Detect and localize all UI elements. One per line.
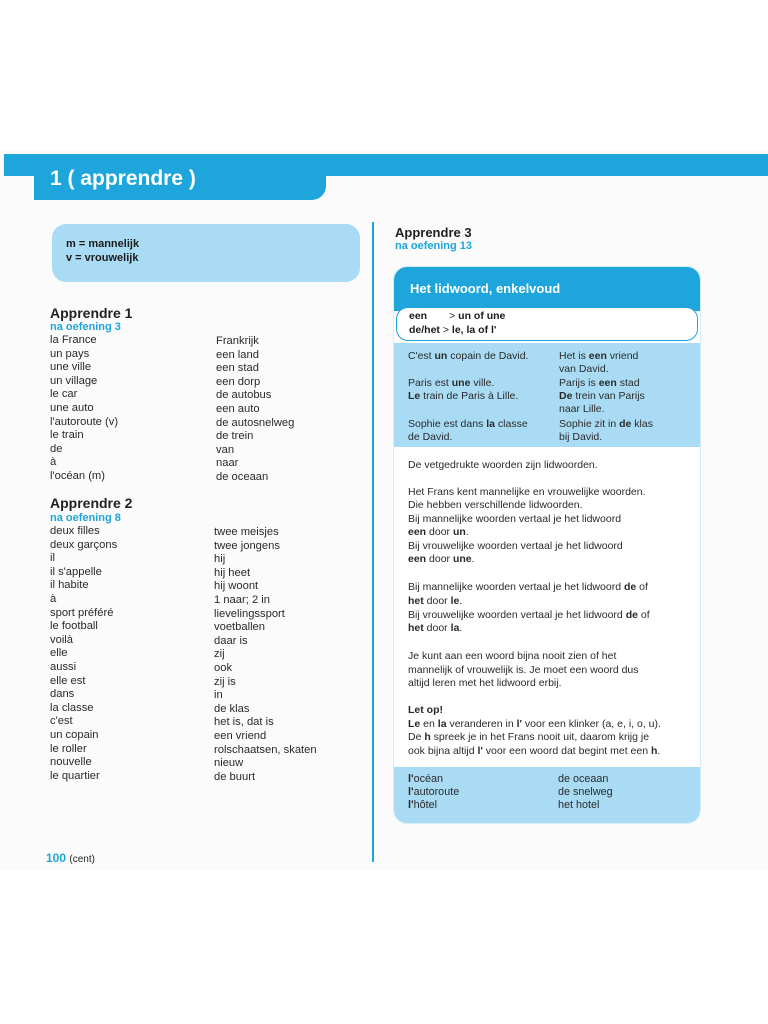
explanation-p2-line4: een door un. xyxy=(408,526,469,538)
explanation-p2-line3: Bij mannelijke woorden vertaal je het lidwoord xyxy=(408,513,622,525)
example3-nl-line2: naar Lille. xyxy=(559,403,605,415)
elision-word-2: l'autoroute xyxy=(408,786,460,798)
vocab-french-word: une auto xyxy=(50,401,94,414)
vocab-french-word: il habite xyxy=(50,579,89,592)
rule-de-het: de/het > le, la of l' xyxy=(409,324,497,336)
vocab-dutch-word: de autosnelweg xyxy=(216,416,295,429)
vocab-french-word: le car xyxy=(50,388,78,401)
example1-fr: C'est un copain de David. xyxy=(408,350,529,362)
elision-word-3: l'hôtel xyxy=(408,799,437,811)
vocab-french-word: il s'appelle xyxy=(50,565,102,578)
vocab-dutch-word: in xyxy=(214,689,223,702)
explanation-p2-line5: Bij vrouwelijke woorden vertaal je het lidwoord xyxy=(408,540,623,552)
rule-box xyxy=(396,307,698,341)
vocab-french-word: le football xyxy=(50,620,98,633)
apprendre1-dutch-list xyxy=(216,335,294,485)
vocab-dutch-word: hij woont xyxy=(214,580,259,593)
example4-fr-line2: de David. xyxy=(408,431,453,443)
let-op-line2: De h spreek je in het Frans nooit uit, daarom krijg je xyxy=(408,731,650,743)
vocab-dutch-word: daar is xyxy=(214,634,248,647)
explanation-p2-line6: een door une. xyxy=(408,553,475,565)
example2-fr: Paris est une ville. xyxy=(408,377,495,389)
example1-nl-line2: van David. xyxy=(559,363,609,375)
vocab-french-word: une ville xyxy=(50,361,92,374)
explanation-p2-line2: Die hebben verschillende lidwoorden. xyxy=(408,499,583,511)
vocab-dutch-word: twee jongens xyxy=(214,539,280,552)
vocab-french-word: c'est xyxy=(50,715,73,728)
vocab-dutch-word: zij is xyxy=(214,675,236,688)
apprendre2-title: Apprendre 2 xyxy=(50,495,133,511)
elision-translation-3: het hotel xyxy=(558,799,600,811)
example4-nl-line2: bij David. xyxy=(559,431,603,443)
vocab-dutch-word: naar xyxy=(216,457,239,470)
vocab-french-word: aussi xyxy=(50,660,77,673)
example4-nl: Sophie zit in de klas xyxy=(559,418,653,430)
vocab-french-word: la classe xyxy=(50,701,94,714)
apprendre2-french-list xyxy=(50,525,117,783)
chapter-title: 1 ( apprendre ) xyxy=(50,167,196,190)
vocab-dutch-word: nieuw xyxy=(214,757,244,770)
vocab-dutch-word: de klas xyxy=(214,702,250,715)
explanation-p1: De vetgedrukte woorden zijn lidwoorden. xyxy=(408,459,598,471)
explanation-p3-line2: het door le. xyxy=(408,595,463,607)
vocab-dutch-word: de oceaan xyxy=(216,470,269,483)
example1-nl: Het is een vriend xyxy=(559,350,639,362)
explanation-p4-line2: mannelijk of vrouwelijk is. Je moet een woord dus xyxy=(408,664,639,676)
apprendre3-subtitle: na oefening 13 xyxy=(395,240,473,252)
vocab-dutch-word: het is, dat is xyxy=(214,716,274,729)
vocab-dutch-word: Frankrijk xyxy=(216,335,259,347)
vocab-dutch-word: zij xyxy=(214,648,225,661)
explanation-p3-line4: het door la. xyxy=(408,622,463,634)
card-title: Het lidwoord, enkelvoud xyxy=(410,281,561,296)
apprendre1-title: Apprendre 1 xyxy=(50,305,133,321)
vocab-french-word: l'océan (m) xyxy=(50,469,105,482)
vocab-dutch-word: hij heet xyxy=(214,566,251,579)
example2-nl: Parijs is een stad xyxy=(559,377,640,389)
elision-translation-1: de oceaan xyxy=(558,773,609,785)
elision-word-1: l'océan xyxy=(408,773,443,785)
elision-examples xyxy=(394,767,700,823)
explanation-p3-line1: Bij mannelijke woorden vertaal je het lidwoord de of xyxy=(408,581,648,593)
vocab-french-word: sport préféré xyxy=(50,606,114,619)
grammar-card xyxy=(393,266,701,824)
apprendre1-subtitle: na oefening 3 xyxy=(50,321,121,333)
vocab-dutch-word: lievelingssport xyxy=(214,607,285,620)
example3-fr: Le train de Paris à Lille. xyxy=(408,390,519,402)
top-margin xyxy=(0,0,768,150)
rule-een: een > un of une xyxy=(409,310,506,322)
explanation-p4-line3: altijd leren met het lidwoord erbij. xyxy=(408,677,562,689)
vocab-french-word: un copain xyxy=(50,728,99,741)
vocab-french-word: à xyxy=(50,456,57,469)
vocab-french-word: nouvelle xyxy=(50,756,92,769)
vocab-french-word: le roller xyxy=(50,742,87,755)
example4-fr: Sophie est dans la classe xyxy=(408,418,528,430)
vocab-french-word: elle est xyxy=(50,674,86,687)
vocab-dutch-word: de buurt xyxy=(214,770,256,783)
legend-feminine: v = vrouwelijk xyxy=(66,252,139,264)
elision-translation-2: de snelweg xyxy=(558,786,613,798)
apprendre2-subtitle: na oefening 8 xyxy=(50,512,121,524)
vocab-french-word: la France xyxy=(50,334,97,346)
vocab-dutch-word: 1 naar; 2 in xyxy=(214,593,270,606)
explanation-p3-line3: Bij vrouwelijke woorden vertaal je het lidwoord de of xyxy=(408,609,650,621)
explanation-p4-line1: Je kunt aan een woord bijna nooit zien of het xyxy=(408,650,617,662)
examples-block xyxy=(394,343,700,447)
vocab-french-word: un village xyxy=(50,374,98,387)
column-divider xyxy=(372,222,374,862)
vocab-dutch-word: rolschaatsen, skaten xyxy=(214,743,317,756)
vocab-french-word: un pays xyxy=(50,347,90,360)
vocab-french-word: le quartier xyxy=(50,769,100,782)
vocab-dutch-word: van xyxy=(216,443,235,456)
vocab-dutch-word: een stad xyxy=(216,362,259,375)
vocab-french-word: elle xyxy=(50,647,68,660)
vocab-french-word: le train xyxy=(50,429,84,442)
let-op-line3: ook bijna altijd l' voor een woord dat begint met een h. xyxy=(408,745,661,757)
vocab-french-word: il xyxy=(50,552,55,565)
vocab-french-word: de xyxy=(50,442,63,455)
vocab-french-word: à xyxy=(50,592,57,605)
let-op-line1: Le en la veranderen in l' voor een klinker (a, e, i, o, u). xyxy=(408,718,661,730)
page-number: 100 (cent) xyxy=(46,851,95,865)
bottom-margin xyxy=(0,870,768,1024)
vocab-french-word: dans xyxy=(50,688,75,701)
vocab-dutch-word: de trein xyxy=(216,430,254,443)
vocab-dutch-word: een dorp xyxy=(216,375,261,388)
apprendre2-dutch-list xyxy=(214,526,317,784)
vocab-dutch-word: voetballen xyxy=(214,621,266,634)
vocab-dutch-word: een auto xyxy=(216,402,260,415)
vocab-french-word: l'autoroute (v) xyxy=(50,415,119,428)
vocab-dutch-word: een land xyxy=(216,348,259,361)
apprendre1-french-list xyxy=(50,334,118,484)
let-op-heading: Let op! xyxy=(408,704,443,716)
vocab-dutch-word: de autobus xyxy=(216,389,272,402)
legend-masculine: m = mannelijk xyxy=(66,238,140,250)
vocab-dutch-word: ook xyxy=(214,661,233,674)
vocab-dutch-word: hij xyxy=(214,553,226,566)
example3-nl: De trein van Parijs xyxy=(559,390,645,402)
vocab-french-word: deux filles xyxy=(50,525,100,537)
vocab-french-word: deux garçons xyxy=(50,538,118,551)
vocab-dutch-word: een vriend xyxy=(214,729,267,742)
apprendre3-title: Apprendre 3 xyxy=(395,225,472,240)
explanation-p2-line1: Het Frans kent mannelijke en vrouwelijke woorden. xyxy=(408,486,646,498)
vocab-dutch-word: twee meisjes xyxy=(214,526,279,538)
vocab-french-word: voilà xyxy=(50,633,74,646)
